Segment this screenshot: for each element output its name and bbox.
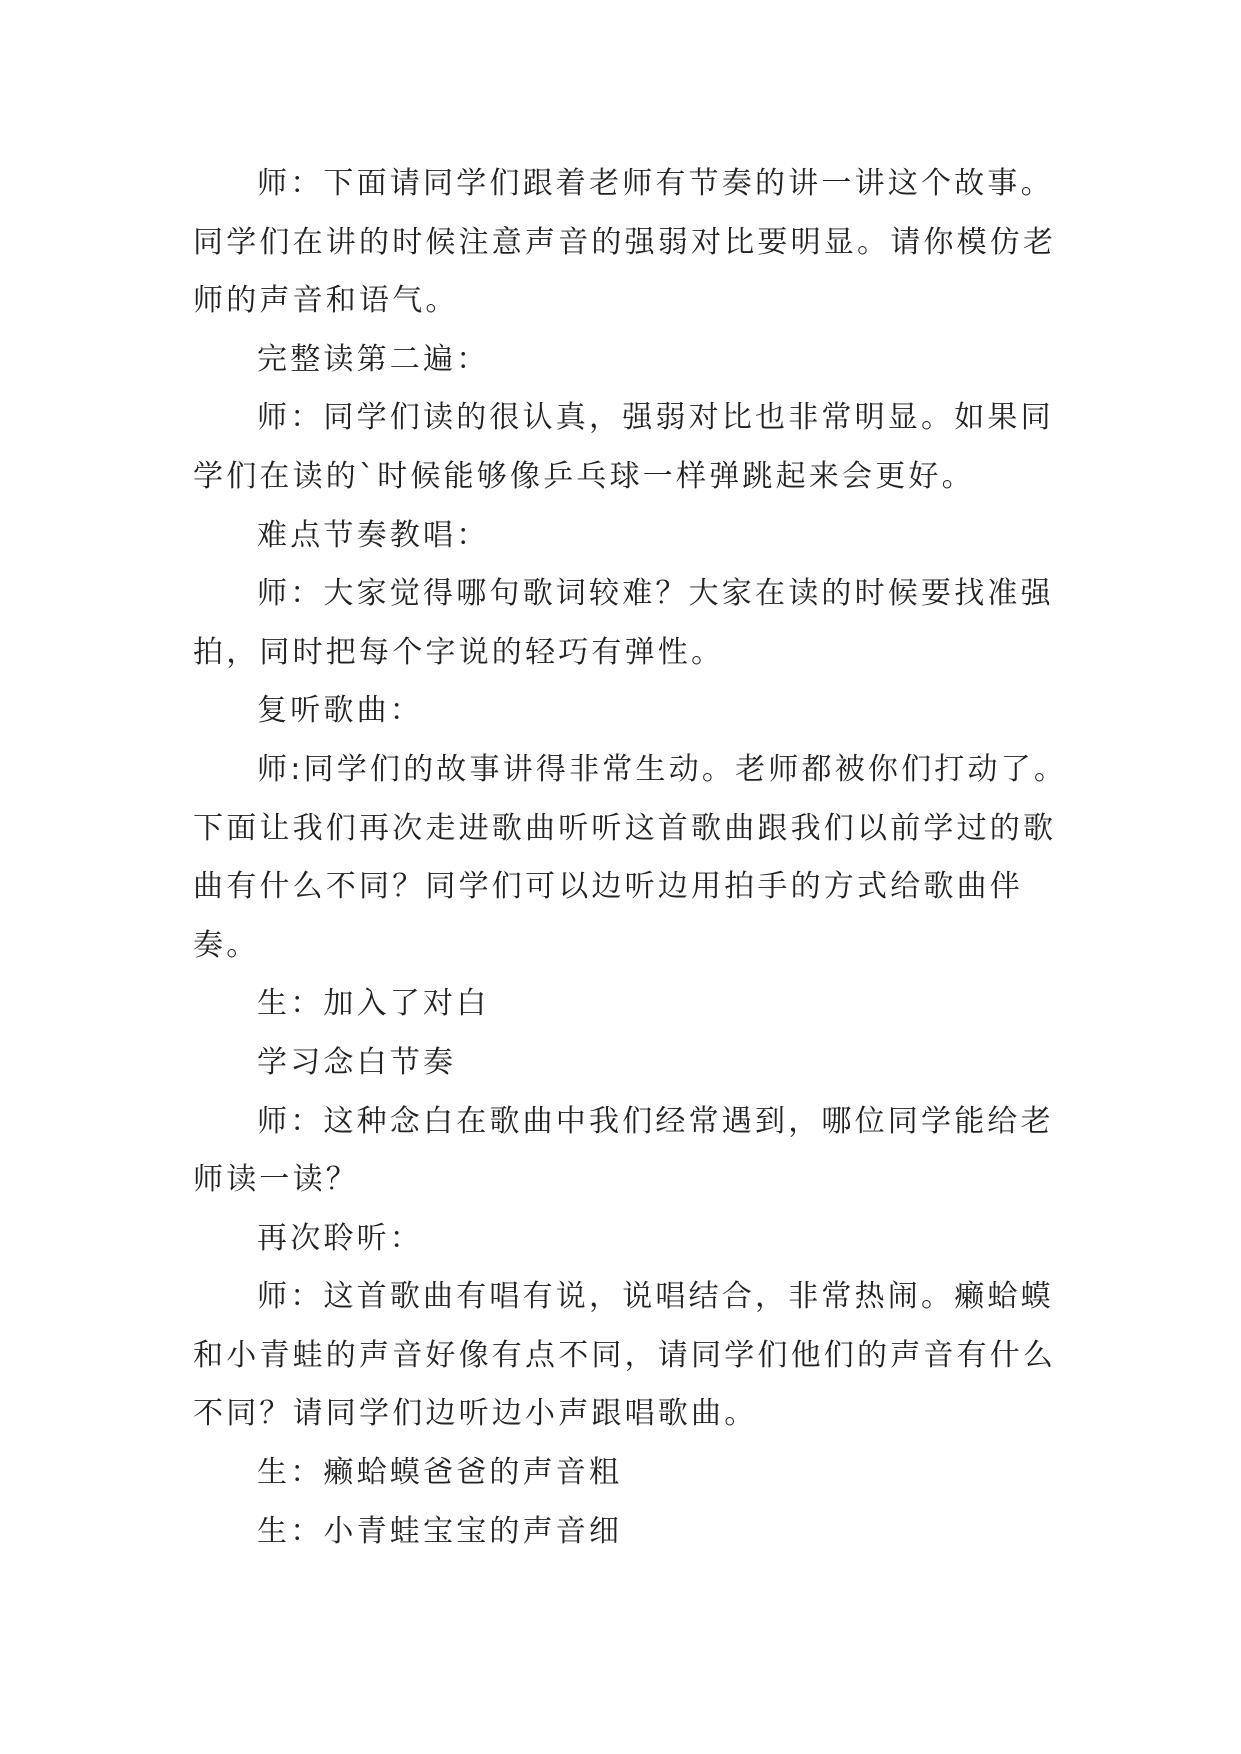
paragraph-listen-again-heading: 再次聆听：: [257, 1220, 423, 1256]
paragraph-chant-rhythm-heading: 学习念白节奏: [257, 1044, 457, 1080]
paragraph-teacher-story: 师：下面请同学们跟着老师有节奏的讲一讲这个故事。同学们在讲的时候注意声音的强弱对比要明显。请你模仿老师的声音和语气。: [193, 166, 1057, 319]
document-body: [193, 155, 1073, 1561]
paragraph-student-dialogue: 生：加入了对白: [257, 986, 490, 1022]
paragraph-student-toad: 生：癞蛤蟆爸爸的声音粗: [257, 1455, 623, 1491]
paragraph-student-frog: 生：小青蛙宝宝的声音细: [257, 1513, 623, 1549]
paragraph-difficult-rhythm-heading: 难点节奏教唱：: [257, 517, 490, 553]
paragraph-teacher-chant: 师：这种念白在歌曲中我们经常遇到，哪位同学能给老师读一读？: [193, 1103, 1054, 1198]
paragraph-teacher-praise: 师：同学们读的很认真，强弱对比也非常明显。如果同学们在读的`时候能够像乒乓球一样弹跳起来会更好。: [193, 400, 1054, 494]
paragraph-teacher-relisten: 师:同学们的故事讲得非常生动。老师都被你们打动了。下面让我们再次走进歌曲听听这首歌曲跟我们以前学过的歌曲有什么不同？同学们可以边听边用拍手的方式给歌曲伴奏。: [193, 751, 1068, 963]
paragraph-teacher-difficult-lyrics: 师：大家觉得哪句歌词较难？大家在读的时候要找准强拍，同时把每个字说的轻巧有弹性。: [193, 576, 1054, 670]
paragraph-teacher-listen-again: 师：这首歌曲有唱有说，说唱结合，非常热闹。癞蛤蟆和小青蛙的声音好像有点不同，请同学们他们的声音有什么不同？请同学们边听边小声跟唱歌曲。: [193, 1279, 1057, 1432]
paragraph-relisten-heading: 复听歌曲：: [257, 693, 423, 729]
paragraph-second-reading-heading: 完整读第二遍：: [257, 341, 490, 377]
